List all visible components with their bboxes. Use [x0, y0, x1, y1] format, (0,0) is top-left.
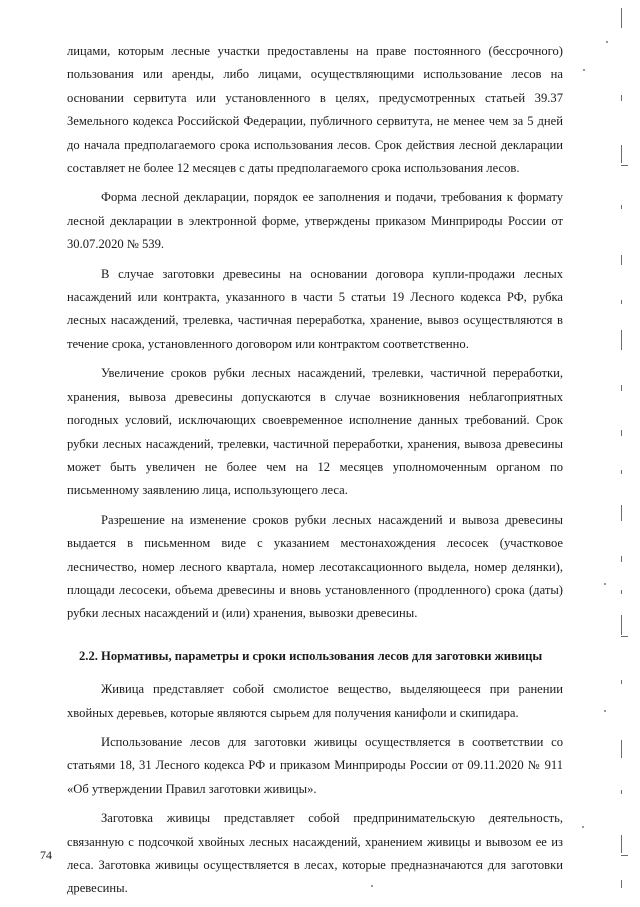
paragraph-declaration-form: Форма лесной декларации, порядок ее заполнения и подачи, требования к формату лесной декларации в электронной форме, утверждены приказом Минприроды России от 30.07.2020 № 539.	[67, 190, 563, 252]
paragraph-sale-contract: В случае заготовки древесины на основании договора купли-продажи лесных насаждений или контракта, указанного в части 5 статьи 19 Лесного кодекса РФ, рубка лесных насаждений, трелевка, частичная переработка, хранение, вывоз осуществляются в течение срока, установленного договором или контрактом соответственно.	[67, 266, 563, 351]
paragraph-resin-legal-basis: Использование лесов для заготовки живицы осуществляется в соответствии со статьями 18, 31 Лесного кодекса РФ и приказом Минприроды России от 09.11.2020 № 911 «Об утверждении Правил заготовки живицы».	[67, 734, 563, 796]
paragraph-resin-activity: Заготовка живицы представляет собой предпринимательскую деятельность, связанную с подсочкой хвойных лесных насаждений, хранением живицы и вывозом ее из леса. Заготовка живицы осуществляется в лесах, которые предназначаются для заготовки древесины.	[67, 811, 563, 896]
page-body	[67, 40, 563, 907]
paragraph-term-extension: Увеличение сроков рубки лесных насаждений, трелевки, частичной переработки, хранения, вывоза древесины допускаются в случае возникновения неблагоприятных погодных условий, исключающих своевременное исполнение данных требований. Срок рубки лесных насаждений, трелевки, частичной переработки, хранения, вывоза древесины может быть увеличен не более чем на 12 месяцев уполномоченным органом по письменному заявлению лица, использующего леса.	[67, 366, 563, 498]
paragraph-declaration-deadline: лицами, которым лесные участки предоставлены на праве постоянного (бессрочного) пользования или аренды, либо лицами, осуществляющими использование лесов на основании сервитута или установленного в целях, предусмотренных статьей 39.37 Земельного кодекса Российской Федерации, публичного сервитута, не менее чем за 5 дней до начала предполагаемого срока использования лесов. Срок действия лесной декларации составляет не более 12 месяцев с даты предполагаемого срока использования лесов.	[67, 44, 563, 176]
paragraph-resin-definition: Живица представляет собой смолистое вещество, выделяющееся при ранении хвойных деревьев, которые являются сырьем для получения канифоли и скипидара.	[67, 682, 563, 720]
page-number: 74	[40, 848, 52, 862]
section-heading-resin: 2.2. Нормативы, параметры и сроки использования лесов для заготовки живицы	[79, 648, 543, 663]
paragraph-permission: Разрешение на изменение сроков рубки лесных насаждений и вывоза древесины выдается в письменном виде с указанием местонахождения лесосек (участковое лесничество, номер лесного квартала, номер лесотаксационного выдела, номер делянки), площади лесосеки, объема древесины и вновь установленного (продленного) срока (даты) рубки лесных насаждений и (или) хранения, вывозки древесины.	[67, 512, 563, 621]
